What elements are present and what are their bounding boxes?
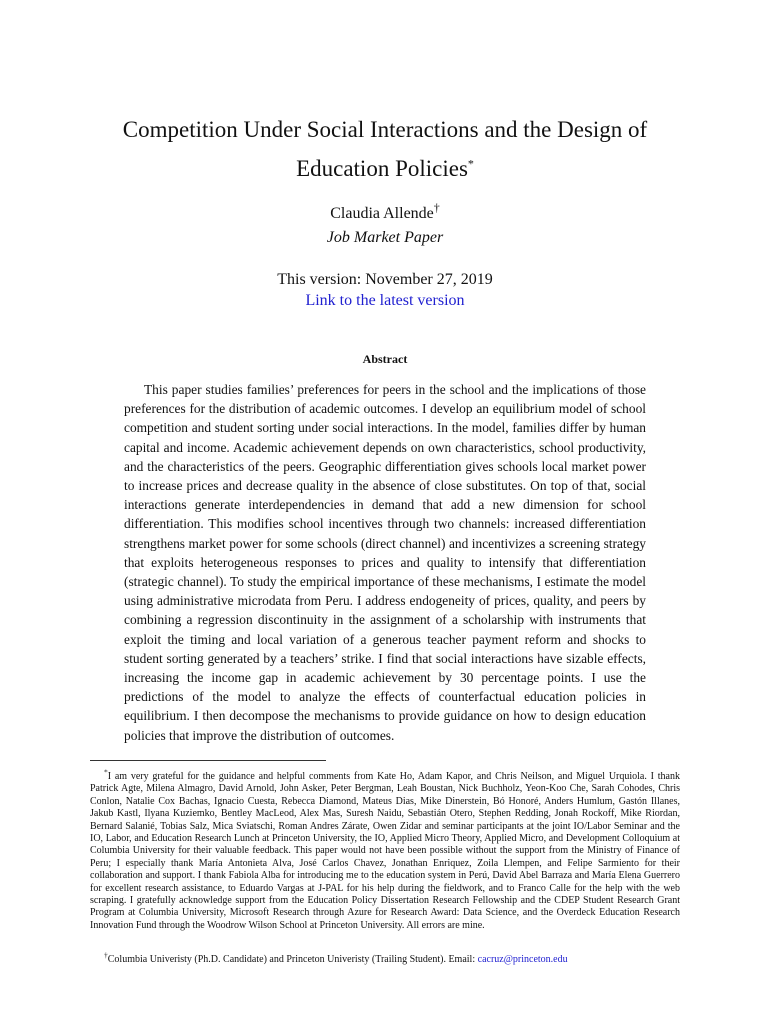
title-line-1: Competition Under Social Interactions and the Design of [122,117,648,142]
footnote-affiliation [90,950,680,966]
author-footnote-marker: † [433,200,440,215]
title-footnote-marker: * [467,156,474,171]
footnote-acknowledgements [90,767,680,932]
footnote-1-text: I am very grateful for the guidance and helpful comments from Kate Ho, Adam Kapor, and Chris Neilson, and Miguel Urquiola. I thank Patrick Agte, Milena Almagro, David Arnold, John Asker, Peter Bergman, Leah Boustan, Nick Buchholz, Yeon-Koo Che, Sarah Cohodes, Chris Conlon, Natalie Cox Bachas, Ignacio Cuesta, Rebecca Diamond, Mateus Dias, Mike Dinerstein, Bó Honoré, Anders Humlum, Gastón Illanes, Jakub Kastl, Ilyana Kuziemko, Bentley MacLeod, Alex Mas, Suresh Naidu, Sebastián Otero, Stephen Redding, Jonah Rockoff, Mike Riordan, Bernard Salanié, Tobias Salz, Mica Sviatschi, Roman Andres Zárate, Owen Zidar and seminar participants at the joint IO/Labor Seminar and the IO, Labor, and Education Research Lunch at Princeton University, the IO, Applied Micro Theory, Applied Micro, and Development Colloquium at Columbia University for their valuable feedback. This paper would not have been possible without the support from the Ministry of Finance of Peru; I especially thank María Antonieta Alva, José Carlos Chavez, Jonathan Enriquez, Zoila Llempen, and Felipe Sarmiento for their collaboration and support. I thank Fabiola Alba for introducing me to the education system in Perú, David Abel Barraza and María Elena Guerrero for excellent research assistance, to Eduardo Vargas at J-PAL for his help during the fieldwork, and to Franco Calle for the help with the web scraping. I gratefully acknowledge support from the Education Policy Dissertation Research Fellowship and the CDEP Student Research Grant Program at Columbia University, Microsoft Research through Azure for Research Award: Data Science, and the Overdeck Education Research Innovation Fund through the Woodrow Wilson School at Princeton University. All errors are mine. [90,771,680,931]
footnote-1-marker: * [104,767,108,777]
footnote-divider [90,760,326,761]
title-line-2 [90,149,680,188]
title-line-2-text: Education Policies [296,156,468,181]
author-name: Claudia Allende [330,205,434,222]
footnote-2-text: Columbia Univeristy (Ph.D. Candidate) and Princeton Univeristy (Trailing Student). Email: [107,954,478,965]
paper-title [90,110,680,188]
abstract-text: This paper studies families’ preferences for peers in the school and the implications of those preferences for the distribution of academic outcomes. I develop an equilibrium model of school competition and student sorting under social interactions. In the model, families differ by human capital and income. Academic achievement depends on own characteristics, school productivity, and the characteristics of the peers. Geographic differentiation gives schools local market power to increase prices and decrease quality in the absence of close substitutes. On top of that, social interactions generate interdependencies in demand that add a new dimension for school differentiation. This modifies school incentives through two channels: increased differentiation strengthens market power for some schools (direct channel) and incentivizes a screening strategy that exploits heterogeneous responses to prices and quality to intensify that differentiation (strategic channel). To study the empirical importance of these mechanisms, I estimate the model using administrative microdata from Peru. I address endogeneity of prices, quality, and peers by combining a regression discontinuity in the assignment of a scholarship with instruments that exploit the timing and local variation of a generous teacher payment reform and shocks to student sorting generated by a teachers’ strike. I find that social interactions have sizable effects, increasing the income gap in academic achievement by 30 percentage points. I use the predictions of the model to analyze the effects of counterfactual education policies in equilibrium. I then decompose the mechanisms to provide guidance on how to design education policies that improve the distribution of outcomes. [124,382,646,743]
latest-version-link[interactable]: Link to the latest version [305,292,465,309]
email-link[interactable]: cacruz@princeton.edu [477,954,568,965]
abstract-heading: Abstract [362,352,408,366]
version-date: This version: November 27, 2019 [277,271,493,288]
paper-subtitle: Job Market Paper [326,229,444,246]
footnote-2-marker: † [104,950,108,960]
author-line [0,200,770,223]
